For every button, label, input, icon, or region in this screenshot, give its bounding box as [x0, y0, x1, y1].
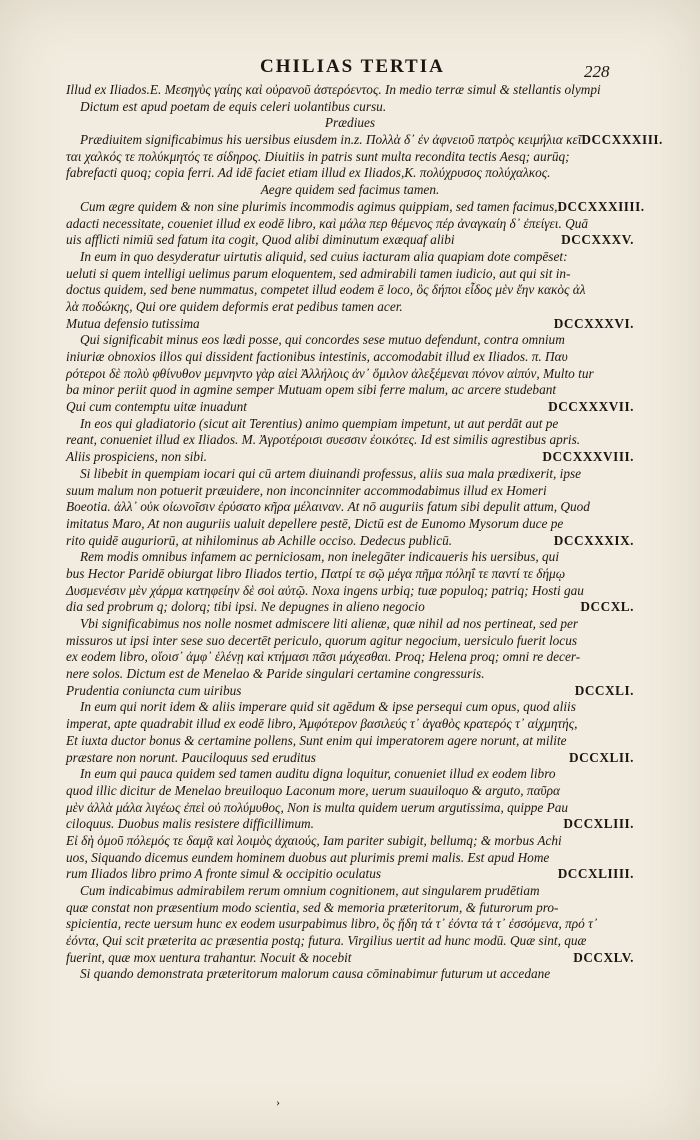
line-text: Qui cum contemptu uitæ inuadunt: [66, 399, 247, 415]
text-line: [66, 533, 634, 550]
text-line: [66, 132, 663, 149]
adage-number: DCCXXXVII.: [548, 399, 634, 415]
adage-number: DCCXL.: [580, 599, 634, 615]
text-line: In eos qui gladiatorio (sicut ait Terentius) animo quempiam impetunt, ut aut perdāt aut pe: [80, 415, 559, 431]
text-line: Εἰ δὴ ὁμοῦ πόλεμός τε δαμᾷ καὶ λοιμὸς ἀχαιούς, Iam pariter subigit, bellumq; & morbus Achi: [66, 832, 562, 848]
text-line: suum malum non potuerit præuidere, non inconcinniter accommodabimus illud ex Homeri: [66, 482, 547, 498]
proverb-heading: [66, 683, 634, 700]
text-line: ueluti si quem intelligi uelimus parum eloquentem, sed admirabili tamen iudicio, aut qui sit in-: [66, 265, 571, 281]
text-line: [66, 750, 634, 767]
text-line: Vbi significabimus nos nolle nosmet admiscere liti alienæ, quæ nihil ad nos pertineat, sed per: [80, 616, 579, 631]
text-line: [66, 599, 634, 616]
text-line: Si libebit in quempiam iocari qui cū artem diuinandi professus, aliis sua mala prædixerit, ipse: [80, 465, 582, 481]
adage-number: DCCXXXV.: [561, 232, 634, 248]
text-line: nere solos. Dictum est de Menelao & Paride singulari certamine congressuris.: [66, 666, 485, 682]
line-text: Aliis prospiciens, non sibi.: [66, 449, 207, 465]
line-text: præstare non norunt. Pauciloquus sed eruditus: [66, 749, 316, 765]
adage-number: DCCXXXIII.: [581, 132, 663, 148]
text-line: adacti necessitate, coueniet illud ex eodē libro, καὶ μάλα περ θέμενος πέρ ἀναγκαίη δ᾽ ἐπείγει. Quā: [66, 215, 589, 231]
running-title: CHILIAS TERTIA: [260, 56, 445, 77]
body-text: [66, 82, 663, 983]
text-line: ba minor periit quod in agmine semper Mutuam opem sibi ferre malum, ac arcere studebant: [66, 382, 557, 398]
proverb-heading: [66, 316, 634, 333]
text-line: uos, Siquando dicemus eundem hominem duobus aut plurimis premi malis. Est apud Home: [66, 849, 550, 865]
text-line: imperat, apte quadrabit illud ex eodē libro, Ἀμφότερον βασιλεύς τ᾽ ἀγαθὸς κρατερός τ᾽ αἰχμητής,: [66, 716, 578, 732]
line-text: uis afflicti nimiū sed fatum ita cogit, Quod alibi diminutum exæquaf alibi: [66, 232, 455, 248]
text-line: Δυσμενέσιν μὲν χάρμα κατηφείην δὲ σοὶ αὐτῷ. Noxa ingens urbiq; tuæ populoq; patriq; Hosti gau: [66, 582, 584, 598]
text-line: In eum in quo desyderatur uirtutis aliquid, sed cuius iacturam alia quapiam dote compēset:: [80, 248, 568, 264]
text-line: Qui significabit minus eos lædi posse, qui concordes sese mutuo defendunt, contra omnium: [80, 332, 565, 348]
text-line: [66, 198, 645, 216]
text-line: Cum indicabimus admirabilem rerum omnium cognitionem, aut singularem prudētiam: [80, 883, 540, 898]
line-text: Cum ægre quidem & non sine plurimis incommodis agimus quippiam, sed tamen facimus,: [80, 198, 558, 214]
proverb-heading: Prædiues: [324, 115, 376, 131]
line-text: fuerint, quæ mox uentura trahantur. Nocuit & nocebit: [66, 949, 352, 965]
text-line: ex eodem libro, οἴοισ᾽ ἀμφ᾽ ἑλένῃ καὶ κτήμασι πᾶσι μάχεσθαι. Proq; Helena proq; omni re decer-: [66, 649, 581, 665]
line-text: Prudentia coniuncta cum uiribus: [66, 682, 242, 698]
text-line: In eum qui pauca quidem sed tamen auditu digna loquitur, conueniet illud ex eodem libro: [80, 766, 556, 782]
text-line: Si quando demonstrata præteritorum malorum causa cōminabimur futurum ut accedane: [80, 966, 551, 982]
text-line: [66, 866, 634, 883]
text-line: Et iuxta ductor bonus & certamine pollens, Sunt enim qui imperatorem agere norunt, at milite: [66, 732, 567, 748]
text-line: [66, 816, 634, 833]
text-line: spicientia, recte uersum hunc ex eodem usurpabimus libro, ὃς ᾔδη τά τ᾽ ἐόντα τά τ᾽ ἐσσόμενα, πρό τ᾽: [66, 916, 598, 932]
line-text: dia sed probrum q; dolorq; tibi ipsi. Ne depugnes in alieno negocio: [66, 599, 425, 615]
text-line: imitatus Maro, At non auguriis ualuit depellere pestē, Dictū est de Eunomo Mysorum duce pe: [66, 515, 564, 531]
line-text: rito quidē auguriorū, at nihilominus ab Achille occiso. Dedecus publicū.: [66, 532, 453, 548]
text-line: μὲν ἀλλὰ μάλα λιγέως ἐπεὶ οὐ πολύμυθος, Non is multa quidem uerum argutissima, quippe Pau: [66, 799, 569, 815]
folio-number: 228: [584, 62, 610, 81]
page-header: [0, 52, 700, 82]
text-line: fabrefacti quoq; copia ferri. Ad idē faciet etiam illud ex Iliados,K. πολύχρυσος πολύχαλκος.: [66, 165, 551, 181]
text-line: reant, conueniet illud ex Iliados. M. Ἀγροτέροισι συεσσιν ἐοικότες. Id est similis agrestibus apris.: [66, 432, 581, 448]
text-line: missuros ut ipsi inter sese suo decertēt periculo, quorum agitur negocium, uersiculo fuerit locus: [66, 632, 578, 648]
adage-number: DCCXLIII.: [563, 816, 634, 832]
text-line: Illud ex Iliados.E. Μεσηγὺς γαίης καὶ οὐρανοῦ ἀστερόεντος. In medio terræ simul & stellantis olympi: [66, 82, 601, 97]
proverb-heading: Aegre quidem sed facimus tamen.: [260, 182, 440, 198]
text-line: Dictum est apud poetam de equis celeri uolantibus cursu.: [80, 98, 387, 114]
line-text: ciloquus. Duobus malis resistere difficillimum.: [66, 816, 314, 832]
text-line: [66, 950, 634, 967]
proverb-heading: [66, 449, 634, 466]
text-line: Rem modis omnibus infamem ac perniciosam, non inelegāter indicaueris his uersibus, qui: [80, 549, 560, 565]
adage-number: DCCXXXVIII.: [542, 449, 634, 465]
text-line: ρότεροι δὲ πολὺ φθίνυθον μεμνηντο γὰρ αἰεὶ Ἀλλήλοις ἀν᾽ ὅμιλον ἀλεξέμεναι πόνον αἰπύν, Multo tur: [66, 365, 594, 381]
proverb-heading: [66, 399, 634, 416]
adage-number: DCCXXXVI.: [553, 315, 634, 331]
adage-number: DCCXXXIX.: [553, 532, 634, 548]
text-line: [66, 232, 634, 249]
text-line: ται χαλκός τε πολύκμητός τε σίδηρος. Diuitiis in patris sunt multa recondita tectis Aesq; aurūq;: [66, 148, 570, 164]
adage-number: DCCXLI.: [574, 682, 634, 698]
adage-number: DCCXLII.: [569, 749, 634, 765]
line-text: Prædiuitem significabimus his uersibus eiusdem in.z. Πολλὰ δ᾽ ἐν ἀφνειοῦ πατρὸς κειμήλια κεῖ: [80, 132, 582, 148]
adage-number: DCCXLIIII.: [557, 866, 634, 882]
line-text: rum Iliados libro primo A fronte simul & occipitio oculatus: [66, 866, 382, 882]
adage-number: DCCXXXIIII.: [557, 198, 645, 214]
text-line: ἐόντα, Qui scit præterita ac præsentia postq; futura. Virgilius uertit ad hunc modū. Quæ sint, quæ: [66, 933, 587, 949]
text-line: doctus quidem, sed bene nummatus, competet illud eodem ē loco, ὃς δήποι εἶδος μὲν ἔην κακὸς ἀλ: [66, 282, 586, 298]
text-line: quæ constat non præsentium modo scientia, sed & memoria præteritorum, & futurorum pro-: [66, 899, 559, 915]
text-line: quod illic dicitur de Menelao breuiloquo Laconum more, uerum suauiloquo & arguto, παῦρα: [66, 782, 561, 798]
text-line: λὰ ποδώκης, Qui ore quidem deformis erat pedibus tamen acer.: [66, 298, 403, 314]
line-text: Mutua defensio tutissima: [66, 315, 200, 331]
text-line: Boeotia. ἀλλ᾽ οὐκ οἰωνοῖσιν ἐρύσατο κῆρα μέλαιναν. At nō auguriis fatum sibi depulit attum, Quod: [66, 499, 590, 515]
text-line: bus Hector Paridē obiurgat libro Iliados tertio, Πατρί τε σῷ μέγα πῆμα πόληΐ τε παντί τε δήμῳ: [66, 565, 566, 581]
adage-number: DCCXLV.: [573, 949, 634, 965]
text-line: In eum qui norit idem & aliis imperare quid sit agēdum & ipse persequi cum opus, quod aliis: [80, 699, 576, 715]
text-line: iniuriæ obnoxios illos qui dissident factionibus intestinis, accomodabit illud ex Iliados. π. Παυ: [66, 349, 568, 364]
footer-mark: ›: [276, 1095, 280, 1109]
